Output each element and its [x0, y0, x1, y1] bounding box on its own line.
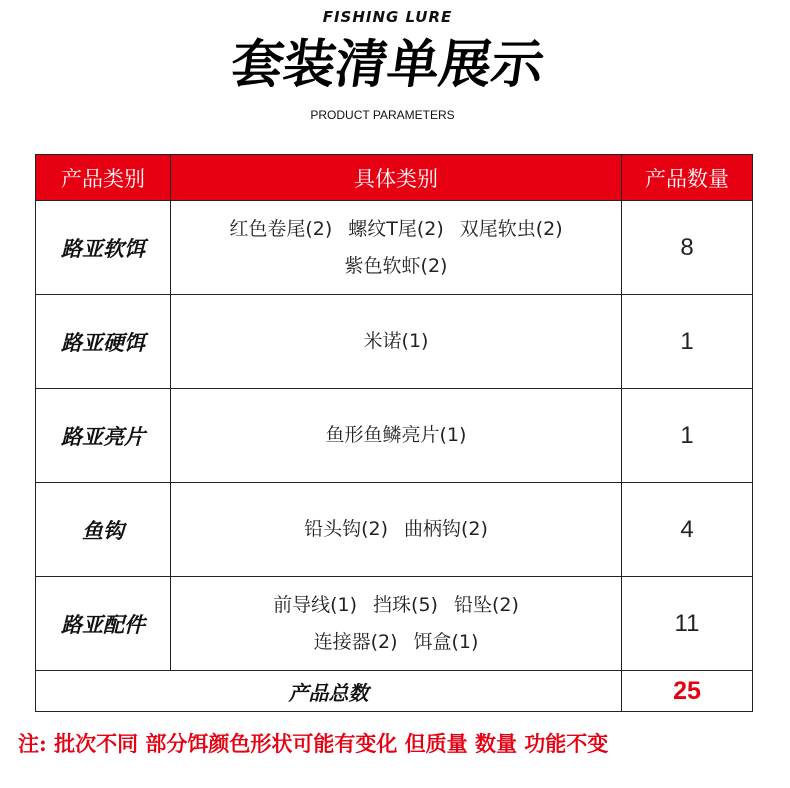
- detail-item: 米诺(1): [363, 330, 429, 352]
- brand-logo-text: FISHING LURE: [322, 8, 453, 26]
- detail-item: 螺纹T尾(2): [348, 217, 444, 240]
- detail-item: 鱼形鱼鳞亮片(1): [325, 424, 467, 446]
- total-row: [36, 671, 753, 712]
- disclaimer-note: 注: 批次不同 部分饵颜色形状可能有变化 但质量 数量 功能不变: [18, 731, 609, 756]
- detail-item: 铅头钩(2): [304, 518, 388, 540]
- row-category: 鱼钩: [36, 483, 171, 577]
- detail-line: [171, 511, 621, 548]
- detail-item: 饵盒(1): [413, 630, 479, 653]
- row-category: 路亚亮片: [36, 389, 171, 483]
- row-category: 路亚软饵: [36, 201, 171, 295]
- table-header-row: [36, 155, 753, 201]
- page-subtitle: PRODUCT PARAMETERS: [310, 108, 455, 122]
- detail-line: [171, 417, 621, 454]
- row-quantity: 1: [622, 295, 753, 389]
- detail-item: 红色卷尾(2): [229, 217, 333, 240]
- row-quantity: 11: [622, 577, 753, 671]
- page-title: 套装清单展示: [227, 35, 548, 95]
- column-header-detail: 具体类别: [171, 155, 622, 201]
- row-detail: [171, 483, 622, 577]
- row-detail: [171, 295, 622, 389]
- row-detail: [171, 201, 622, 295]
- row-detail: [171, 577, 622, 671]
- detail-line: [171, 248, 621, 285]
- detail-item: 前导线(1): [273, 593, 358, 616]
- detail-item: 曲柄钩(2): [404, 518, 488, 540]
- column-header-category: 产品类别: [36, 155, 171, 201]
- detail-line: [171, 211, 621, 248]
- row-quantity: 8: [622, 201, 753, 295]
- row-detail: [171, 389, 622, 483]
- table-row: [36, 389, 753, 483]
- table-row: [36, 201, 753, 295]
- table-row: [36, 295, 753, 389]
- detail-item: 挡珠(5): [373, 593, 438, 616]
- table-row: [36, 577, 753, 671]
- total-value: 25: [622, 671, 753, 712]
- total-label: 产品总数: [36, 671, 622, 712]
- column-header-quantity: 产品数量: [622, 155, 753, 201]
- detail-line: [171, 587, 621, 624]
- row-category: 路亚配件: [36, 577, 171, 671]
- row-category: 路亚硬饵: [36, 295, 171, 389]
- detail-item: 紫色软虾(2): [344, 254, 448, 277]
- row-quantity: 4: [622, 483, 753, 577]
- detail-line: [171, 323, 621, 360]
- row-quantity: 1: [622, 389, 753, 483]
- detail-item: 双尾软虫(2): [459, 217, 563, 240]
- table-row: [36, 483, 753, 577]
- detail-line: [171, 624, 621, 661]
- detail-item: 铅坠(2): [453, 593, 519, 616]
- detail-item: 连接器(2): [313, 630, 398, 653]
- product-parameters-table: [35, 154, 753, 712]
